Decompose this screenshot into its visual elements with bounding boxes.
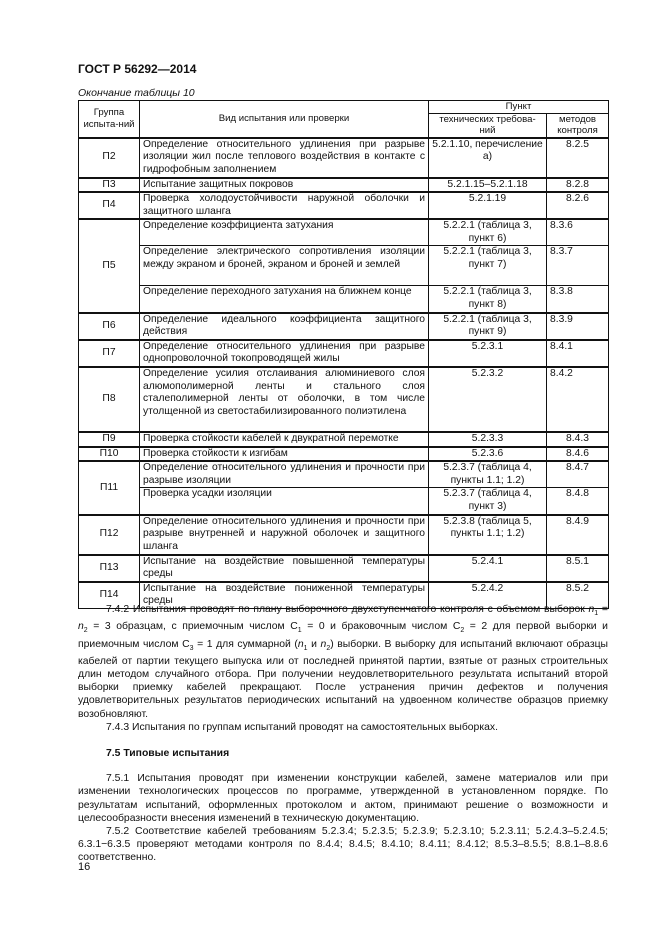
text-segment: n bbox=[297, 638, 304, 650]
tech-requirements-cell: 5.2.4.2 bbox=[429, 582, 547, 609]
test-kind-cell: Проверка стойкости к изгибам bbox=[140, 447, 429, 462]
table-row bbox=[79, 313, 609, 340]
table-row bbox=[79, 192, 609, 219]
group-cell: П11 bbox=[79, 461, 140, 514]
test-kind-cell: Определение относительного удлинения при разрыве изоляции жил после теплового воздействия в контакте с гидрофобным заполнением bbox=[140, 138, 429, 178]
table-row bbox=[79, 555, 609, 582]
body-text bbox=[78, 603, 608, 865]
table-row bbox=[79, 178, 609, 193]
test-kind-cell: Определение идеального коэффициента защитного действия bbox=[140, 313, 429, 340]
control-method-cell: 8.2.6 bbox=[547, 192, 609, 219]
text-segment: n bbox=[78, 621, 84, 633]
table-caption: Окончание таблицы 10 bbox=[78, 87, 195, 99]
group-cell: П8 bbox=[79, 367, 140, 432]
text-segment: 1 bbox=[297, 627, 302, 635]
text-segment: 2 bbox=[83, 627, 88, 635]
group-cell: П7 bbox=[79, 340, 140, 367]
tests-table bbox=[78, 100, 609, 609]
table-row bbox=[79, 461, 609, 488]
tech-requirements-cell: 5.2.3.3 bbox=[429, 432, 547, 447]
test-kind-cell: Определение электрического сопротивления изоляции между экраном и броней, экраном и броней и землей bbox=[140, 246, 429, 286]
tech-requirements-cell: 5.2.2.1 (таблица 3, пункт 6) bbox=[429, 219, 547, 246]
text-segment: n bbox=[588, 604, 595, 615]
tech-requirements-cell: 5.2.3.8 (таблица 5, пункты 1.1; 1.2) bbox=[429, 515, 547, 555]
text-segment: 7.4.2 Испытания проводят по плану выборочного двухступенчатого контроля с объемом выборок bbox=[106, 604, 589, 615]
group-cell: П3 bbox=[79, 178, 140, 193]
group-cell: П4 bbox=[79, 192, 140, 219]
group-cell: П14 bbox=[79, 582, 140, 609]
control-method-cell: 8.3.7 bbox=[547, 246, 609, 286]
tech-requirements-cell: 5.2.1.19 bbox=[429, 192, 547, 219]
control-method-cell: 8.5.1 bbox=[547, 555, 609, 582]
paragraph-7-4-3: 7.4.3 Испытания по группам испытаний проводят на самостоятельных выборках. bbox=[106, 721, 498, 733]
test-kind-cell: Определение коэффициента затухания bbox=[140, 219, 429, 246]
text-segment: = 0 и браковочным числом С bbox=[301, 621, 461, 633]
text-segment: 1 bbox=[303, 644, 308, 652]
tech-requirements-cell: 5.2.3.7 (таблица 4, пункты 1.1; 1.2) bbox=[429, 461, 547, 488]
table-row bbox=[79, 447, 609, 462]
tech-requirements-cell: 5.2.3.6 bbox=[429, 447, 547, 462]
page-number: 16 bbox=[78, 861, 91, 873]
tech-requirements-cell: 5.2.2.1 (таблица 3, пункт 9) bbox=[429, 313, 547, 340]
control-method-cell: 8.4.8 bbox=[547, 488, 609, 515]
table-row bbox=[79, 340, 609, 367]
group-cell: П5 bbox=[79, 219, 140, 312]
paragraph-7-5-2: 7.5.2 Соответствие кабелей требованиям 5.2.3.4; 5.2.3.5; 5.2.3.9; 5.2.3.10; 5.2.3.11; 5.2.4.3–5.2.4.5; 6.3.1−6.3.5 проверяют методами контроля по 8.4.4; 8.4.5; 8.4.10; 8.4.11; 8.4.12; 8.5.3–8.5.5; 8.8.1–8.8.6 соответственно. bbox=[78, 826, 608, 864]
text-segment: 3 bbox=[189, 644, 194, 652]
control-method-cell: 8.3.9 bbox=[547, 313, 609, 340]
control-method-cell: 8.5.2 bbox=[547, 582, 609, 609]
col-tech-header: технических требова-ний bbox=[429, 113, 547, 138]
test-kind-cell: Определение относительного удлинения и прочности при разрыве внутренней и наружной оболочек и защитного шланга bbox=[140, 515, 429, 555]
control-method-cell: 8.4.7 bbox=[547, 461, 609, 488]
tech-requirements-cell: 5.2.1.15–5.2.1.18 bbox=[429, 178, 547, 193]
text-segment: 2 bbox=[326, 644, 331, 652]
paragraph-7-5-1: 7.5.1 Испытания проводят при изменении конструкции кабелей, замене материалов или при изменении технологических процессов по программе, утвержденной в установленном порядке. По результатам испытаний, оформленных протоколом и актом, принимают решение о возможности и целесообразности внесения изменений в техническую документацию. bbox=[78, 773, 608, 824]
tech-requirements-cell: 5.2.1.10, перечисление а) bbox=[429, 138, 547, 178]
group-cell: П2 bbox=[79, 138, 140, 178]
test-kind-cell: Проверка стойкости кабелей к двукратной перемотке bbox=[140, 432, 429, 447]
text-segment: n bbox=[320, 638, 327, 650]
text-segment: = 2 для первой выборки и приемочным числом С bbox=[78, 621, 608, 650]
document-header: ГОСТ Р 56292—2014 bbox=[78, 62, 197, 76]
group-cell: П12 bbox=[79, 515, 140, 555]
test-kind-cell: Испытание на воздействие повышенной температуры среды bbox=[140, 555, 429, 582]
tech-requirements-cell: 5.2.3.1 bbox=[429, 340, 547, 367]
group-cell: П10 bbox=[79, 447, 140, 462]
table-row bbox=[79, 432, 609, 447]
tech-requirements-cell: 5.2.4.1 bbox=[429, 555, 547, 582]
test-kind-cell: Определение усилия отслаивания алюминиевого слоя алюмополимерной ленты и стального слоя сталеполимерной ленты от оболочки, в том числе утолщенной из светостабилизированного полиэтилена bbox=[140, 367, 429, 432]
tech-requirements-cell: 5.2.3.2 bbox=[429, 367, 547, 432]
test-kind-cell: Определение переходного затухания на ближнем конце bbox=[140, 286, 429, 313]
col-punkt-header: Пункт bbox=[429, 101, 609, 114]
tech-requirements-cell: 5.2.2.1 (таблица 3, пункт 8) bbox=[429, 286, 547, 313]
table-row bbox=[79, 515, 609, 555]
control-method-cell: 8.3.8 bbox=[547, 286, 609, 313]
control-method-cell: 8.4.9 bbox=[547, 515, 609, 555]
text-segment: 2 bbox=[460, 627, 465, 635]
text-segment: ) выборки. В выборку для испытаний включают образцы кабелей от партии текущего выпуска или от последней принятой партии, взятые от разных строительных длин методом случайного отбора. При получении неудовлетворительного результата испытаний второй выборки приемку кабелей прекращают. После устранения причин дефектов и получения удовлетворительных результатов периодических испытаний на удвоенном количестве образцов приемку возобновляют. bbox=[78, 638, 608, 720]
col-methods-header: методов контроля bbox=[547, 113, 609, 138]
table-row bbox=[79, 367, 609, 432]
control-method-cell: 8.4.1 bbox=[547, 340, 609, 367]
tech-requirements-cell: 5.2.3.7 (таблица 4, пункт 3) bbox=[429, 488, 547, 515]
control-method-cell: 8.3.6 bbox=[547, 219, 609, 246]
test-kind-cell: Проверка холодоустойчивости наружной оболочки и защитного шланга bbox=[140, 192, 429, 219]
test-kind-cell: Определение относительного удлинения при разрыве однопроволочной токопроводящей жилы bbox=[140, 340, 429, 367]
table-row bbox=[79, 488, 609, 515]
test-kind-cell: Испытание защитных покровов bbox=[140, 178, 429, 193]
control-method-cell: 8.2.8 bbox=[547, 178, 609, 193]
text-segment: = 1 для суммарной ( bbox=[193, 638, 298, 650]
control-method-cell: 8.4.6 bbox=[547, 447, 609, 462]
control-method-cell: 8.4.2 bbox=[547, 367, 609, 432]
paragraph-7-4-2 bbox=[78, 603, 608, 721]
text-segment: = bbox=[598, 604, 608, 615]
control-method-cell: 8.4.3 bbox=[547, 432, 609, 447]
group-cell: П6 bbox=[79, 313, 140, 340]
group-cell: П13 bbox=[79, 555, 140, 582]
text-segment: = 3 образцам, с приемочным числом С bbox=[87, 621, 298, 633]
tech-requirements-cell: 5.2.2.1 (таблица 3, пункт 7) bbox=[429, 246, 547, 286]
group-cell: П9 bbox=[79, 432, 140, 447]
table-row bbox=[79, 286, 609, 313]
col-group-header: Группа испыта-ний bbox=[79, 101, 140, 138]
text-segment: 1 bbox=[594, 610, 599, 618]
text-segment: и bbox=[307, 638, 321, 650]
table-row bbox=[79, 138, 609, 178]
section-heading-7-5: 7.5 Типовые испытания bbox=[106, 748, 230, 760]
test-kind-cell: Определение относительного удлинения и прочности при разрыве изоляции bbox=[140, 461, 429, 488]
table-row bbox=[79, 246, 609, 286]
table-row bbox=[79, 219, 609, 246]
col-kind-header: Вид испытания или проверки bbox=[140, 101, 429, 138]
control-method-cell: 8.2.5 bbox=[547, 138, 609, 178]
test-kind-cell: Испытание на воздействие пониженной температуры среды bbox=[140, 582, 429, 609]
test-kind-cell: Проверка усадки изоляции bbox=[140, 488, 429, 515]
